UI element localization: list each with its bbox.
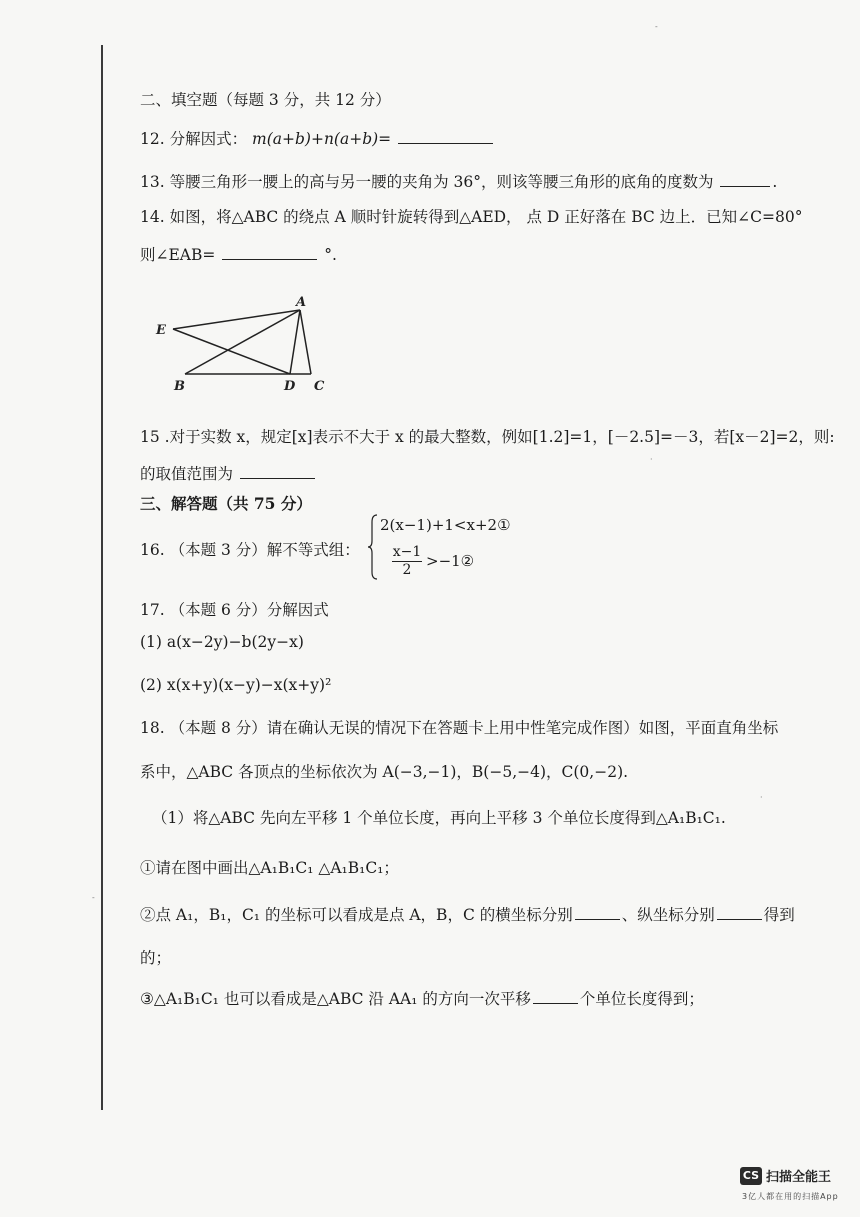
label-D: D — [284, 379, 296, 392]
q17-part2: (2) x(x+y)(x−y)−x(x+y)² — [140, 676, 332, 694]
q12-expression: m(a+b)+n(a+b)= — [252, 130, 392, 148]
label-E: E — [156, 323, 166, 338]
q13-answer-blank[interactable] — [720, 170, 770, 187]
question-18-line1: 18. （本题 8 分）请在确认无误的情况下在答题卡上用中性笔完成作图）如图，平面直角坐标 — [140, 719, 779, 737]
question-13 — [140, 170, 777, 192]
label-C: C — [314, 379, 325, 392]
segment-AB — [185, 310, 300, 374]
question-14-line1: 14. 如图，将△ABC 的绕点 A 顺时针旋转得到△AED， 点 D 正好落在 BC 边上．已知∠C=80° — [140, 208, 803, 226]
question-14-line2 — [140, 243, 337, 265]
q15-line2-text: 的取值范围为 — [140, 465, 234, 483]
camscanner-logo: CS — [740, 1167, 762, 1185]
inequality-1: 2(x−1)+1<x+2① — [380, 516, 511, 534]
camscanner-name: 扫描全能王 — [766, 1170, 832, 1185]
left-brace — [368, 514, 378, 580]
q18-sub1: （1）将△ABC 先向左平移 1 个单位长度，再向上平移 3 个单位长度得到△A₁B₁C₁. — [152, 809, 726, 827]
scan-speck: - — [92, 893, 95, 902]
segment-AC — [300, 310, 311, 374]
q14-answer-blank[interactable] — [222, 243, 317, 260]
question-12 — [140, 127, 495, 149]
q18-item2-c: 得到 — [763, 906, 795, 924]
rotation-triangle-figure — [150, 292, 340, 392]
inequality-2-rest: >−1② — [426, 552, 475, 570]
q18-item3-a: ③△A₁B₁C₁ 也可以看成是△ABC 沿 AA₁ 的方向一次平移 — [140, 990, 531, 1008]
label-A: A — [296, 295, 307, 310]
scan-speck: - — [655, 22, 658, 31]
scan-speck: · — [650, 455, 653, 464]
q18-item3-blank[interactable] — [533, 987, 578, 1004]
binding-margin-line — [101, 45, 103, 1110]
q18-item2 — [140, 903, 795, 925]
section3-heading: 三、解答题（共 75 分） — [140, 494, 312, 513]
q18-item3-b: 个单位长度得到； — [579, 990, 704, 1008]
q18-item1: ①请在图中画出△A₁B₁C₁ △A₁B₁C₁； — [140, 859, 399, 877]
q18-item2-tail: 的； — [140, 949, 172, 967]
q18-item2-a: ②点 A₁，B₁，C₁ 的坐标可以看成是点 A，B，C 的横坐标分别 — [140, 906, 573, 924]
q15-answer-blank[interactable] — [240, 462, 315, 479]
segment-ED — [173, 329, 290, 374]
scan-speck: · — [760, 793, 763, 802]
question-15-line1: 15 .对于实数 x，规定[x]表示不大于 x 的最大整数，例如[1.2]=1，[－2.5]=－3，若[x－2]=2，则: — [140, 428, 835, 446]
q18-item3 — [140, 987, 704, 1009]
q12-text: 12. 分解因式： — [140, 130, 248, 148]
q13-text: 13. 等腰三角形一腰上的高与另一腰的夹角为 36°，则该等腰三角形的底角的度数为 — [140, 173, 714, 191]
segment-EA — [173, 310, 300, 329]
inequality-system — [368, 514, 538, 584]
question-16: 16. （本题 3 分）解不等式组： — [140, 541, 360, 559]
q18-item2-blank1[interactable] — [575, 903, 620, 920]
camscanner-tagline: 3亿人都在用的扫描App — [742, 1192, 839, 1201]
inequality-2-fraction — [392, 544, 422, 579]
fraction-denominator: 2 — [402, 562, 412, 578]
q17-part1: (1) a(x−2y)−b(2y−x) — [140, 633, 304, 651]
q12-answer-blank[interactable] — [398, 127, 493, 144]
question-18-line2: 系中，△ABC 各顶点的坐标依次为 A(−3,−1)，B(−5,−4)，C(0,−2). — [140, 763, 629, 781]
q14-line2-pre: 则∠EAB= — [140, 246, 216, 264]
section2-heading: 二、填空题（每题 3 分，共 12 分） — [140, 91, 391, 109]
q18-item2-blank2[interactable] — [717, 903, 762, 920]
q13-end: . — [772, 173, 778, 191]
label-B: B — [174, 379, 185, 392]
q14-line2-post: °. — [324, 246, 337, 264]
question-15-line2 — [140, 462, 317, 484]
segment-AD — [290, 310, 300, 374]
question-17: 17. （本题 6 分）分解因式 — [140, 601, 329, 619]
q18-item2-b: 、纵坐标分别 — [621, 906, 715, 924]
fraction-numerator: x−1 — [392, 544, 422, 560]
